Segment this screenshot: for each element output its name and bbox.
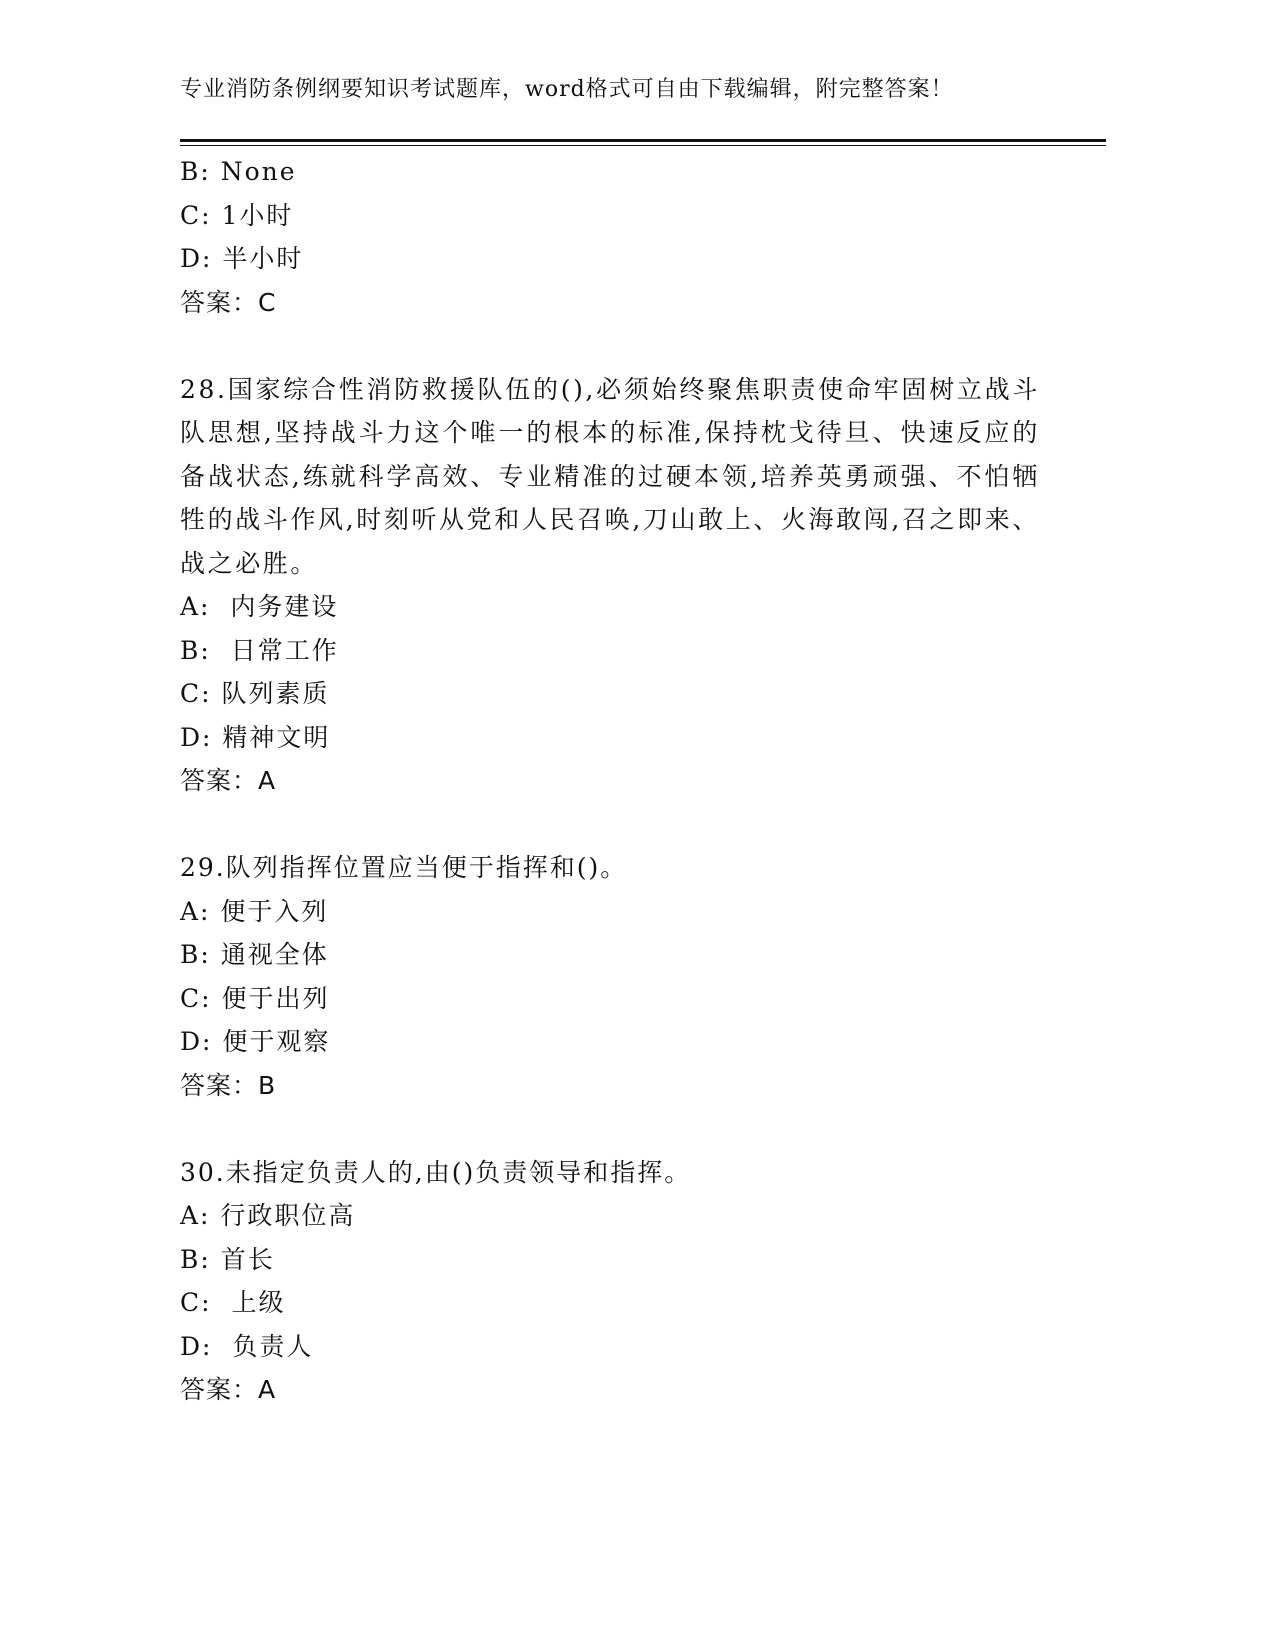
answer-line: 答案：C: [180, 287, 277, 317]
option-a: A: 便于入列: [180, 896, 329, 926]
option-d: D: 便于观察: [180, 1027, 331, 1056]
question-stem: 30.未指定负责人的,由()负责领导和指挥。: [180, 1157, 692, 1187]
option-c: C: 1小时: [180, 200, 294, 230]
question-stem: 29.队列指挥位置应当便于指挥和()。: [180, 853, 628, 882]
answer-line: 答案：A: [180, 766, 277, 795]
question-block-29: [180, 846, 1040, 1107]
question-block-30: [180, 1151, 1040, 1412]
option-b: B: 日常工作: [180, 635, 339, 665]
question-stem: 28.国家综合性消防救援队伍的(),必须始终聚焦职责使命牢固树立战斗队思想,坚持战斗力这个唯一的根本的标准,保持枕戈待旦、快速反应的备战状态,练就科学高效、专业精准的过硬本领,培养英勇顽强、不怕牺牲的战斗作风,时刻听从党和人民召唤,刀山敢上、火海敢闯,召之即来、战之必胜。: [180, 374, 1040, 578]
option-a: A: 内务建设: [180, 592, 339, 621]
option-d: D: 半小时: [180, 244, 304, 273]
header-rule-thin: [180, 145, 1106, 146]
option-a: A: 行政职位高: [180, 1201, 356, 1230]
header-rule-thick: [180, 139, 1106, 142]
question-block-27-tail: [180, 150, 1040, 324]
document-body: [180, 150, 1040, 1412]
option-b: B: 首长: [180, 1244, 275, 1274]
option-c: C: 上级: [180, 1288, 286, 1317]
answer-line: 答案：A: [180, 1375, 277, 1404]
question-block-28: [180, 368, 1040, 803]
option-d: D: 负责人: [180, 1331, 314, 1361]
option-c: C: 队列素质: [180, 679, 330, 708]
page-header: 专业消防条例纲要知识考试题库，word格式可自由下载编辑，附完整答案！: [180, 77, 954, 102]
answer-line: 答案：B: [180, 1070, 277, 1100]
option-c: C: 便于出列: [180, 983, 330, 1013]
option-b: B: None: [180, 157, 297, 186]
option-d: D: 精神文明: [180, 722, 331, 752]
option-b: B: 通视全体: [180, 940, 329, 969]
